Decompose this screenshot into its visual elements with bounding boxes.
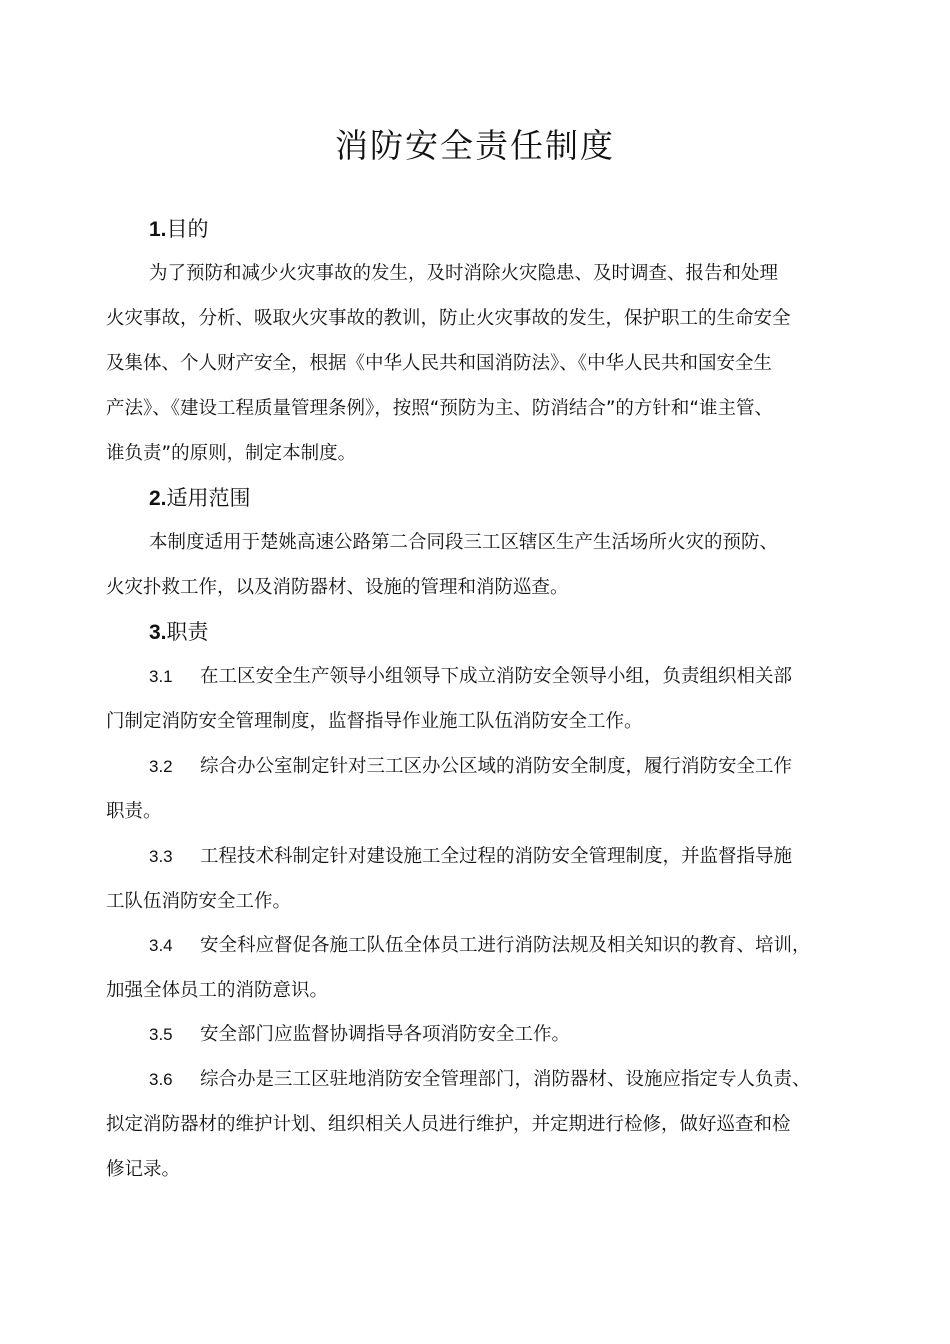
clause-continuation: 加强全体员工的消防意识。 xyxy=(106,980,329,1001)
section-title: 职责 xyxy=(166,620,209,644)
paragraph-line: 火灾扑救工作，以及消防器材、设施的管理和消防巡查。 xyxy=(106,577,569,598)
section-number: 2. xyxy=(149,487,167,510)
clause-continuation: 工队伍消防安全工作。 xyxy=(106,891,292,912)
paragraph-line: 及集体、个人财产安全，根据《中华人民共和国消防法》、《中华人民共和国安全生 xyxy=(106,353,773,374)
section-heading-scope xyxy=(149,483,251,514)
clause-number: 3.4 xyxy=(149,936,173,955)
clause-number: 3.6 xyxy=(149,1070,173,1089)
clause-number: 3.3 xyxy=(149,847,173,866)
clause-text: 综合办公室制定针对三工区办公区域的消防安全制度，履行消防安全工作 xyxy=(200,756,793,777)
section-title: 适用范围 xyxy=(166,486,251,510)
clause-text: 工程技术科制定针对建设施工全过程的消防安全管理制度，并监督指导施 xyxy=(200,846,793,867)
section-number: 3. xyxy=(149,621,167,644)
section-title: 目的 xyxy=(166,217,209,241)
clause-number: 3.1 xyxy=(149,667,173,686)
paragraph-line: 火灾事故，分析、吸取火灾事故的教训，防止火灾事故的发生，保护职工的生命安全 xyxy=(106,308,791,329)
clause-text: 综合办是三工区驻地消防安全管理部门，消防器材、设施应指定专人负责、 xyxy=(200,1069,811,1090)
clause-continuation: 职责。 xyxy=(106,801,162,822)
clause-number: 3.5 xyxy=(149,1025,173,1044)
paragraph-line: 为了预防和减少火灾事故的发生，及时消除火灾隐患、及时调查、报告和处理 xyxy=(149,263,779,284)
clause-text: 在工区安全生产领导小组领导下成立消防安全领导小组，负责组织相关部 xyxy=(200,666,793,687)
clause-text: 安全部门应监督协调指导各项消防安全工作。 xyxy=(200,1024,571,1045)
section-heading-purpose xyxy=(149,214,209,245)
paragraph-line: 本制度适用于楚姚高速公路第二合同段三工区辖区生产生活场所火灾的预防、 xyxy=(149,532,779,553)
clause-text: 安全科应督促各施工队伍全体员工进行消防法规及相关知识的教育、培训， xyxy=(200,935,811,956)
clause-continuation: 拟定消防器材的维护计划、组织相关人员进行维护，并定期进行检修，做好巡查和检 xyxy=(106,1114,791,1135)
paragraph-line: 谁负责”的原则，制定本制度。 xyxy=(106,443,357,464)
clause-continuation: 门制定消防安全管理制度，监督指导作业施工队伍消防安全工作。 xyxy=(106,711,643,732)
paragraph-line: 产法》、《建设工程质量管理条例》，按照“预防为主、防消结合”的方针和“谁主管、 xyxy=(106,398,774,419)
section-heading-responsibilities xyxy=(149,617,209,648)
clause-continuation: 修记录。 xyxy=(106,1159,181,1180)
section-number: 1. xyxy=(149,218,167,241)
document-title: 消防安全责任制度 xyxy=(335,126,615,165)
clause-number: 3.2 xyxy=(149,757,173,776)
